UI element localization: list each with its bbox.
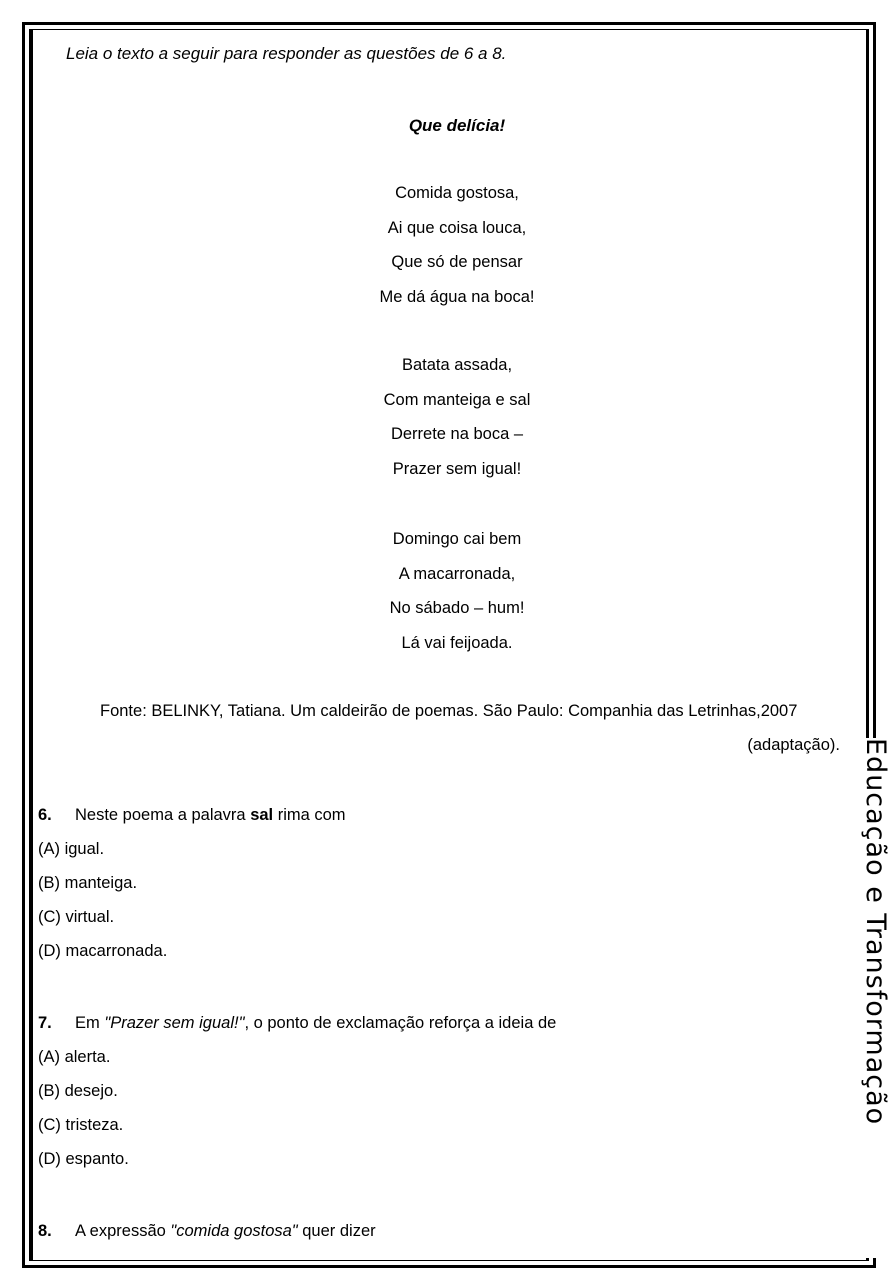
poem-line: Comida gostosa, (395, 184, 519, 202)
poem-line: Prazer sem igual! (392, 459, 522, 478)
question-text: rima com (273, 806, 346, 824)
option-d: (D) macarronada. (38, 942, 168, 960)
poem-line: Com manteiga e sal (383, 390, 531, 409)
poem-line: Me dá água na boca! (379, 287, 535, 306)
question-6 (38, 806, 346, 825)
option-c: (C) virtual. (38, 908, 115, 926)
option-d: (D) espanto. (38, 1150, 129, 1168)
poem-stanza-2 (0, 348, 896, 486)
poem-line: Que só de pensar (391, 253, 523, 271)
question-8 (38, 1222, 376, 1241)
option-a: (A) igual. (38, 840, 105, 858)
question-number: 7. (38, 1014, 52, 1032)
source-citation-note: (adaptação). (747, 736, 840, 754)
question-text: Em (75, 1014, 105, 1032)
side-watermark (860, 738, 890, 1258)
question-number: 8. (38, 1222, 52, 1240)
question-quote: "Prazer sem igual!" (104, 1014, 245, 1032)
poem-stanza-1 (0, 176, 896, 314)
poem-line: Lá vai feijoada. (401, 633, 513, 652)
option-a: (A) alerta. (38, 1048, 111, 1066)
question-quote: "comida gostosa" (170, 1222, 298, 1240)
option-b: (B) manteiga. (38, 874, 138, 892)
option-c: (C) tristeza. (38, 1116, 124, 1134)
poem-line: Ai que coisa louca, (387, 218, 527, 237)
poem-title: Que delícia! (408, 116, 506, 135)
poem-line: A macarronada, (398, 564, 516, 583)
side-watermark-text: Educação e Transformação (860, 738, 891, 1126)
question-text: quer dizer (297, 1222, 376, 1240)
poem-line: Domingo cai bem (392, 530, 522, 548)
question-text: Neste poema a palavra (75, 806, 251, 824)
question-text: , o ponto de exclamação reforça a ideia de (244, 1014, 557, 1032)
question-text: A expressão (75, 1222, 171, 1240)
poem-line: Batata assada, (401, 356, 513, 374)
question-keyword: sal (250, 806, 274, 824)
source-citation: Fonte: BELINKY, Tatiana. Um caldeirão de poemas. São Paulo: Companhia das Letrinhas,2007 (100, 702, 798, 720)
question-number: 6. (38, 806, 52, 824)
poem-line: Derrete na boca – (390, 425, 524, 443)
border-dot (866, 74, 869, 77)
poem-stanza-3 (0, 522, 896, 660)
poem-line: No sábado – hum! (389, 599, 525, 617)
question-7 (38, 1014, 556, 1033)
instruction-text: Leia o texto a seguir para responder as questões de 6 a 8. (66, 44, 507, 63)
option-b: (B) desejo. (38, 1082, 118, 1100)
